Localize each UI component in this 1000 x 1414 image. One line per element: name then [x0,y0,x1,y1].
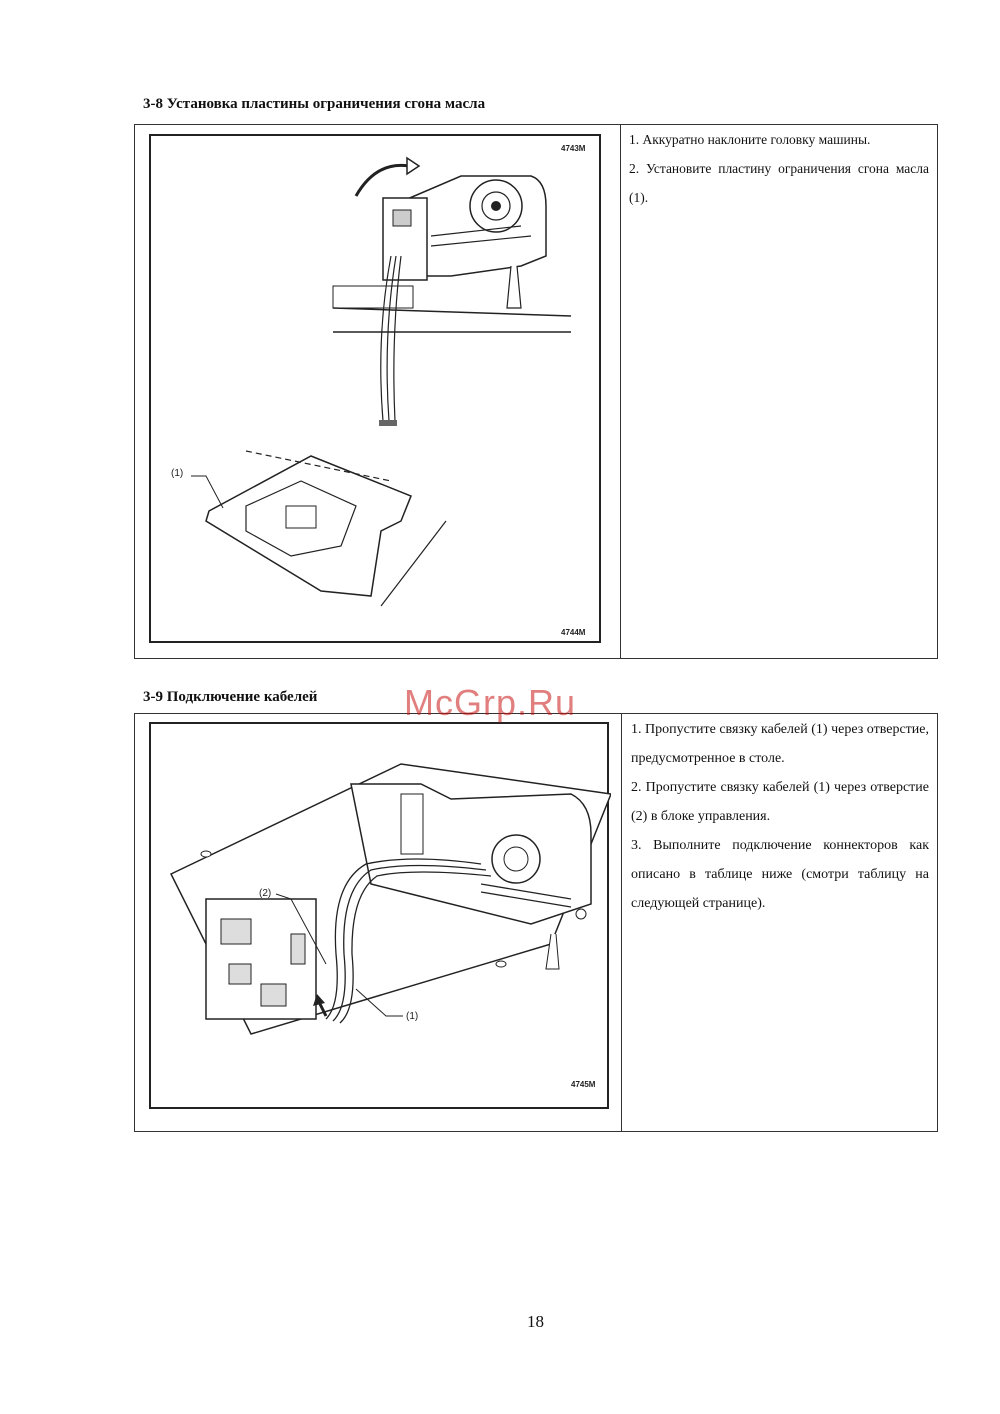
figure-code-bottom: 4744M [561,628,586,637]
section-3-9-callout-2: (2) [259,888,272,899]
section-3-9-steps [631,715,929,918]
step-item: 2. Пропустите связку кабелей (1) через отверстие (2) в блоке управления. [631,780,929,824]
watermark: McGrp.Ru [404,682,577,723]
section-3-9-title: 3-9 Подключение кабелей [143,689,318,705]
section-3-8-table [134,124,938,659]
section-3-8-figure-cell [135,125,621,658]
step-item: 3. Выполните подключение коннекторов как описано в таблице ниже (смотри таблицу на следующей странице). [631,838,929,911]
section-3-9-figure-cell [135,714,622,1131]
section-3-9-callout-1: (1) [406,1011,419,1022]
step-item: 1. Аккуратно наклоните головку машины. [629,132,871,147]
step-item: 1. Пропустите связку кабелей (1) через отверстие, предусмотренное в столе. [631,722,929,766]
step-item: 2. Установите пластину ограничения сгона масла (1). [629,161,929,205]
section-3-8-steps [629,125,929,212]
page-number: 18 [527,1312,544,1331]
section-3-8-callout-1: (1) [171,468,184,479]
tilt-arrow-icon [356,165,409,196]
cable-connection-illustration [151,724,611,1111]
section-3-9-figure [149,722,609,1109]
section-3-9-table [134,713,938,1132]
section-3-8-title: 3-8 Установка пластины ограничения сгона масла [143,96,486,112]
section-3-8-figure [149,134,601,643]
figure-code-top: 4743M [561,144,586,153]
machine-head-tilt-illustration [151,136,603,645]
figure-code: 4745M [571,1080,596,1089]
